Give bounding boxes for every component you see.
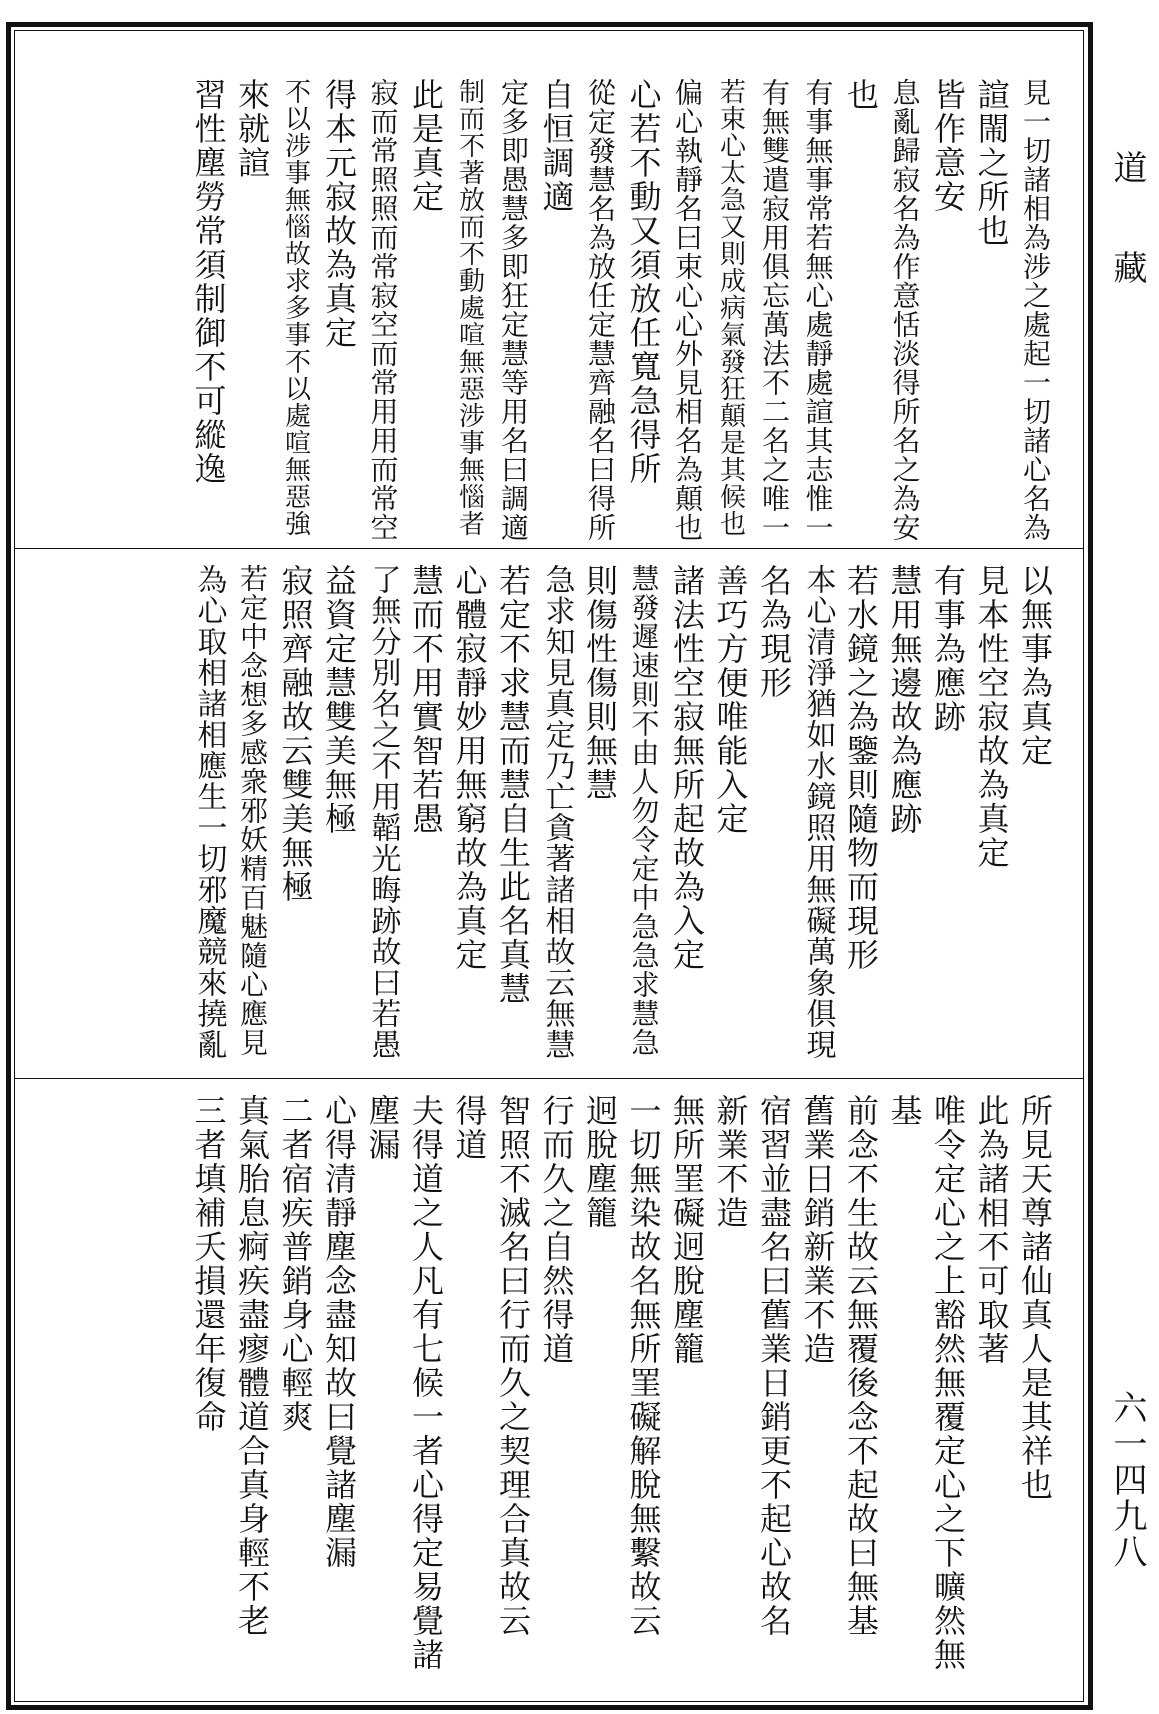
text-column: 得道 [450, 1094, 489, 1162]
text-column: 宿習並盡名曰舊業日銷更不起心故名 [755, 1094, 793, 1638]
text-column: 本心清淨猶如水鏡照用無礙萬象俱現 [800, 564, 836, 1060]
page-number: 六一四九八 [1107, 1390, 1147, 1570]
text-column: 真氣胎息痾疾盡瘳體道合真身輕不老 [233, 1094, 271, 1638]
text-column: 也 [842, 78, 880, 112]
text-column: 名為現形 [755, 564, 793, 700]
text-column: 一切無染故名無所罣礙解脫無繫故云 [624, 1094, 663, 1638]
text-column: 見本性空寂故為真定 [972, 564, 1011, 870]
text-column: 唯令定心之上豁然無覆定心之下曠然無 [929, 1094, 967, 1672]
text-column: 迥脫塵籠 [581, 1094, 619, 1230]
text-column: 急求知見真定乃亡貪著諸相故云無慧 [539, 564, 575, 1060]
text-column: 二者宿疾普銷身心輕爽 [276, 1094, 315, 1434]
text-column: 不以涉事無惱故求多事不以處喧無惡強 [280, 78, 311, 537]
text-column: 慧用無邊故為應跡 [885, 564, 924, 836]
text-column: 見一切諸相為涉之處起一切諸心名為 [1019, 78, 1052, 542]
text-column: 慧而不用實智若愚 [407, 564, 445, 836]
text-column: 舊業日銷新業不造 [798, 1094, 837, 1366]
band-divider-1 [14, 548, 1084, 549]
text-column: 寂照齊融故云雙美無極 [276, 564, 315, 904]
collection-name-1: 道 [1107, 150, 1147, 204]
text-column: 為心取相諸相應生一切邪魔競來撓亂 [191, 564, 227, 1060]
text-column: 新業不造 [711, 1094, 750, 1230]
text-column: 無所罣礙迥脫塵籠 [668, 1094, 706, 1366]
text-column: 制而不著放而不動處喧無惡涉事無惱者 [454, 78, 485, 537]
text-column: 偏心執靜名曰束心心外見相名為顛也 [671, 78, 704, 542]
text-column: 基 [885, 1094, 924, 1128]
text-column: 此為諸相不可取著 [972, 1094, 1011, 1366]
text-column: 諠閙之所也 [972, 78, 1011, 248]
text-column: 定多即愚慧多即狂定慧等用名曰調適 [497, 78, 530, 542]
text-column: 諸法性空寂無所起故為入定 [668, 564, 706, 972]
text-column: 了無分別名之不用韜光晦跡故曰若愚 [365, 564, 401, 1060]
text-column: 心體寂靜妙用無窮故為真定 [450, 564, 489, 972]
text-column: 從定發慧名為放任定慧齊融名曰得所 [584, 78, 617, 542]
text-column: 心得清靜塵念盡知故曰覺諸塵漏 [320, 1094, 358, 1570]
text-column: 以無事為真定 [1016, 564, 1054, 768]
text-column: 夫得道之人凡有七候一者心得定易覺諸 [407, 1094, 445, 1672]
text-band-middle [14, 564, 1084, 1072]
text-column: 若定不求慧而慧自生此名真慧 [494, 564, 532, 1006]
text-column: 三者填補夭損還年復命 [189, 1094, 228, 1434]
text-column: 皆作意安 [929, 78, 967, 214]
text-column: 若水鏡之為鑒則隨物而現形 [842, 564, 880, 972]
text-column: 寂而常照照而常寂空而常用用而常空 [366, 78, 400, 542]
text-column: 善巧方便唯能入定 [711, 564, 750, 836]
text-column: 若定中念想多感衆邪妖精百魅隨心應見 [236, 564, 269, 1057]
text-band-top [14, 78, 1084, 546]
text-column: 來就諠 [233, 78, 271, 180]
text-column: 習性塵勞常須制御不可縱逸 [189, 78, 228, 486]
text-column: 有無雙遣寂用俱忘萬法不二名之唯一 [758, 78, 791, 542]
text-column: 有事為應跡 [929, 564, 967, 734]
text-column: 自恒調適 [537, 78, 576, 214]
text-column: 塵漏 [363, 1094, 402, 1162]
text-column: 智照不滅名曰行而久之契理合真故云 [494, 1094, 532, 1638]
collection-name-2: 藏 [1107, 250, 1147, 304]
band-divider-2 [14, 1078, 1084, 1079]
text-column: 慧發遲速則不由人勿令定中急急求慧急 [627, 564, 661, 1057]
text-column: 行而久之自然得道 [537, 1094, 576, 1366]
text-band-bottom [14, 1094, 1084, 1694]
text-column: 得本元寂故為真定 [320, 78, 358, 350]
text-column: 益資定慧雙美無極 [320, 564, 358, 836]
text-column: 此是真定 [407, 78, 445, 214]
text-column: 則傷性傷則無慧 [581, 564, 619, 802]
text-column: 有事無事常若無心處靜處諠其志惟一 [801, 78, 835, 542]
text-column: 息亂歸寂名為作意恬淡得所名之為安 [888, 78, 922, 542]
text-column: 心若不動又須放任寬急得所 [624, 78, 663, 486]
text-column: 若束心太急又則成病氣發狂顛是其候也 [715, 78, 746, 537]
text-column: 所見天尊諸仙真人是其祥也 [1016, 1094, 1054, 1502]
text-column: 前念不生故云無覆後念不起故曰無基 [842, 1094, 880, 1638]
